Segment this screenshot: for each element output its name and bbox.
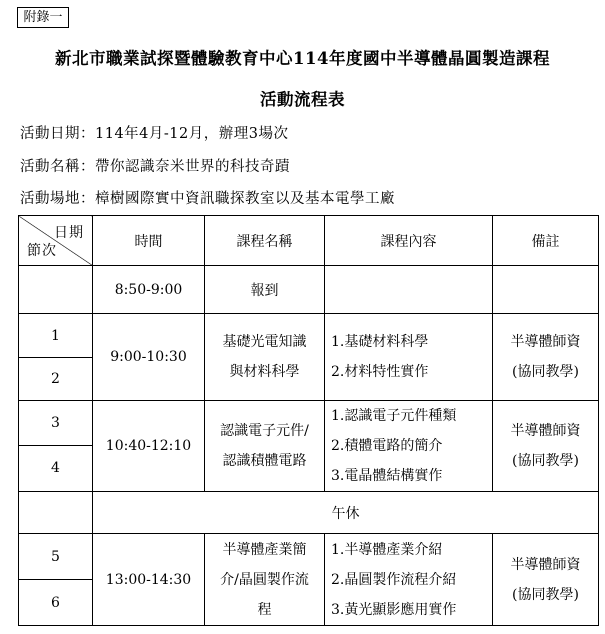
course-name: 基礎光電知識 與材料科學 (205, 314, 325, 401)
registration-time: 8:50-9:00 (93, 266, 205, 314)
course-content: 1.認識電子元件種類 2.積體電路的簡介 3.電晶體結構實作 (325, 401, 493, 492)
period-cell: 6 (19, 580, 93, 626)
course-content: 1.基礎材料科學 2.材料特性實作 (325, 314, 493, 401)
attachment-label: 附錄一 (17, 7, 69, 28)
registration-remark (493, 266, 599, 314)
lunch-label: 午休 (93, 492, 599, 534)
header-diagonal-cell (19, 216, 93, 266)
session-time: 9:00-10:30 (93, 314, 205, 401)
session-time: 10:40-12:10 (93, 401, 205, 492)
registration-row (19, 266, 599, 314)
header-remark: 備註 (493, 216, 599, 266)
header-date-label: 日期 (54, 225, 84, 241)
header-period-label: 節次 (27, 243, 57, 259)
event-date: 活動日期：114年4月-12月，辦理3場次 (20, 126, 289, 142)
header-content: 課程內容 (325, 216, 493, 266)
course-name: 半導體產業簡 介/晶圓製作流 程 (205, 534, 325, 626)
event-name: 活動名稱：帶你認識奈米世界的科技奇蹟 (20, 159, 290, 175)
lunch-period (19, 492, 93, 534)
lunch-row (19, 492, 599, 534)
header-row (19, 216, 599, 266)
event-venue: 活動場地：樟樹國際實中資訊職探教室以及基本電學工廠 (20, 191, 395, 207)
course-name: 認識電子元件/ 認識積體電路 (205, 401, 325, 492)
period-cell: 1 (19, 314, 93, 358)
period-cell: 4 (19, 445, 93, 491)
period-cell: 3 (19, 401, 93, 446)
remark-cell: 半導體師資 (協同教學) (493, 401, 599, 492)
table-row (19, 314, 599, 358)
document-subtitle: 活動流程表 (260, 90, 345, 109)
course-content: 1.半導體產業介紹 2.晶圓製作流程介紹 3.黃光顯影應用實作 (325, 534, 493, 626)
remark-cell: 半導體師資 (協同教學) (493, 314, 599, 401)
period-cell: 2 (19, 358, 93, 401)
schedule-table (18, 215, 599, 626)
header-course: 課程名稱 (205, 216, 325, 266)
period-cell: 5 (19, 534, 93, 580)
remark-cell: 半導體師資 (協同教學) (493, 534, 599, 626)
document-title: 新北市職業試探暨體驗教育中心114年度國中半導體晶圓製造課程 (55, 49, 550, 68)
registration-course: 報到 (205, 266, 325, 314)
table-row (19, 401, 599, 446)
session-time: 13:00-14:30 (93, 534, 205, 626)
table-row (19, 534, 599, 580)
registration-content (325, 266, 493, 314)
header-time: 時間 (93, 216, 205, 266)
registration-period (19, 266, 93, 314)
